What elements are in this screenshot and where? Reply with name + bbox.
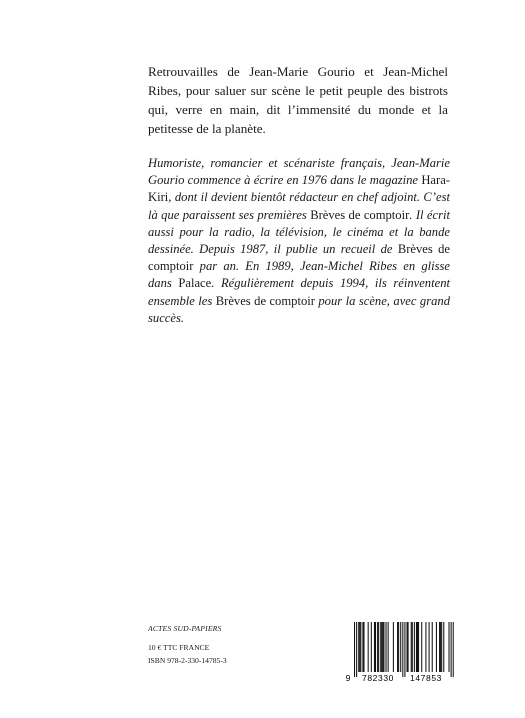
bio-text: Humoriste, romancier et scénariste français, Jean-Marie Gourio commence à écrire en 1976 dans le magazine (148, 156, 450, 188)
barcode-bar (358, 622, 359, 672)
publisher-name: ACTES SUD-PAPIERS (148, 624, 222, 633)
barcode-bar (408, 622, 409, 672)
barcode-bar (432, 622, 433, 672)
barcode-graphic (344, 621, 457, 683)
barcode-bar (441, 622, 442, 672)
barcode-bar (417, 622, 418, 672)
barcode-bar (393, 622, 394, 672)
barcode-bar (398, 622, 399, 672)
barcode-bar (354, 622, 355, 677)
barcode-bar (449, 622, 450, 672)
barcode-bar (371, 622, 372, 672)
barcode-bar (400, 622, 401, 672)
barcode-bar (378, 622, 379, 672)
barcode-bar (443, 622, 444, 672)
barcode-bar (360, 622, 361, 672)
barcode-bar (356, 622, 357, 677)
isbn-barcode (344, 621, 457, 683)
barcode-bar (386, 622, 387, 672)
barcode-bar (397, 622, 398, 672)
bio-text: pour la scène, avec grand succès. (148, 293, 450, 325)
barcode-bar (374, 622, 375, 672)
barcode-bar (425, 622, 426, 672)
price-label: 10 € TTC FRANCE (148, 643, 210, 652)
barcode-bar (453, 622, 454, 677)
barcode-bar (388, 622, 389, 672)
barcode-bar (436, 622, 437, 672)
barcode-bar (377, 622, 378, 672)
barcode-bar (402, 622, 403, 677)
barcode-bar (440, 622, 441, 672)
barcode-bar (381, 622, 382, 672)
bio-text: . Régulièrement depuis 1994, ils réinventent ensemble les (148, 276, 450, 308)
barcode-bar (412, 622, 413, 672)
barcode-bar (359, 622, 360, 672)
barcode-left-digits: 782330 (362, 673, 394, 683)
barcode-bar (404, 622, 405, 677)
author-biography (148, 155, 450, 327)
play-title: Palace (178, 276, 212, 291)
barcode-bar (421, 622, 422, 672)
barcode-first-digit: 9 (345, 673, 351, 683)
barcode-bar (439, 622, 440, 672)
bio-text: . Il écrit aussi pour la radio, la télévision, le cinéma et la bande dessinée. Depuis 1987, il publie un recueil de (148, 207, 451, 257)
magazine-title: Hara-Kiri (148, 173, 450, 205)
barcode-bar (429, 622, 430, 672)
barcode-bar (380, 622, 381, 672)
book-title: Brèves de comptoir (215, 293, 315, 308)
barcode-bar (375, 622, 376, 672)
barcode-bar (363, 622, 364, 672)
book-title: Brèves de comptoir (310, 207, 410, 222)
isbn-label: ISBN 978-2-330-14785-3 (148, 656, 227, 665)
barcode-bar (411, 622, 412, 672)
book-title: Brèves de comptoir (148, 242, 451, 274)
bio-text: , dont il devient bientôt rédacteur en chef adjoint. C’est là que paraissent ses premières (148, 190, 450, 222)
barcode-bar (383, 622, 384, 672)
barcode-bar (362, 622, 363, 672)
barcode-bar (414, 622, 415, 672)
barcode-bar (451, 622, 452, 677)
barcode-bar (382, 622, 383, 672)
barcode-right-digits: 147853 (410, 673, 442, 683)
back-cover-blurb: Retrouvailles de Jean-Marie Gourio et Jean-Michel Ribes, pour saluer sur scène le petit peuple des bistrots qui, verre en main, dit l’immensité du monde et la petitesse de la planète. (148, 64, 448, 136)
barcode-bar (416, 622, 417, 672)
barcode-bar (368, 622, 369, 672)
barcode-bar (418, 622, 419, 672)
barcode-bar (407, 622, 408, 672)
bio-text: par an. En 1989, Jean-Michel Ribes en glisse dans (148, 259, 450, 291)
